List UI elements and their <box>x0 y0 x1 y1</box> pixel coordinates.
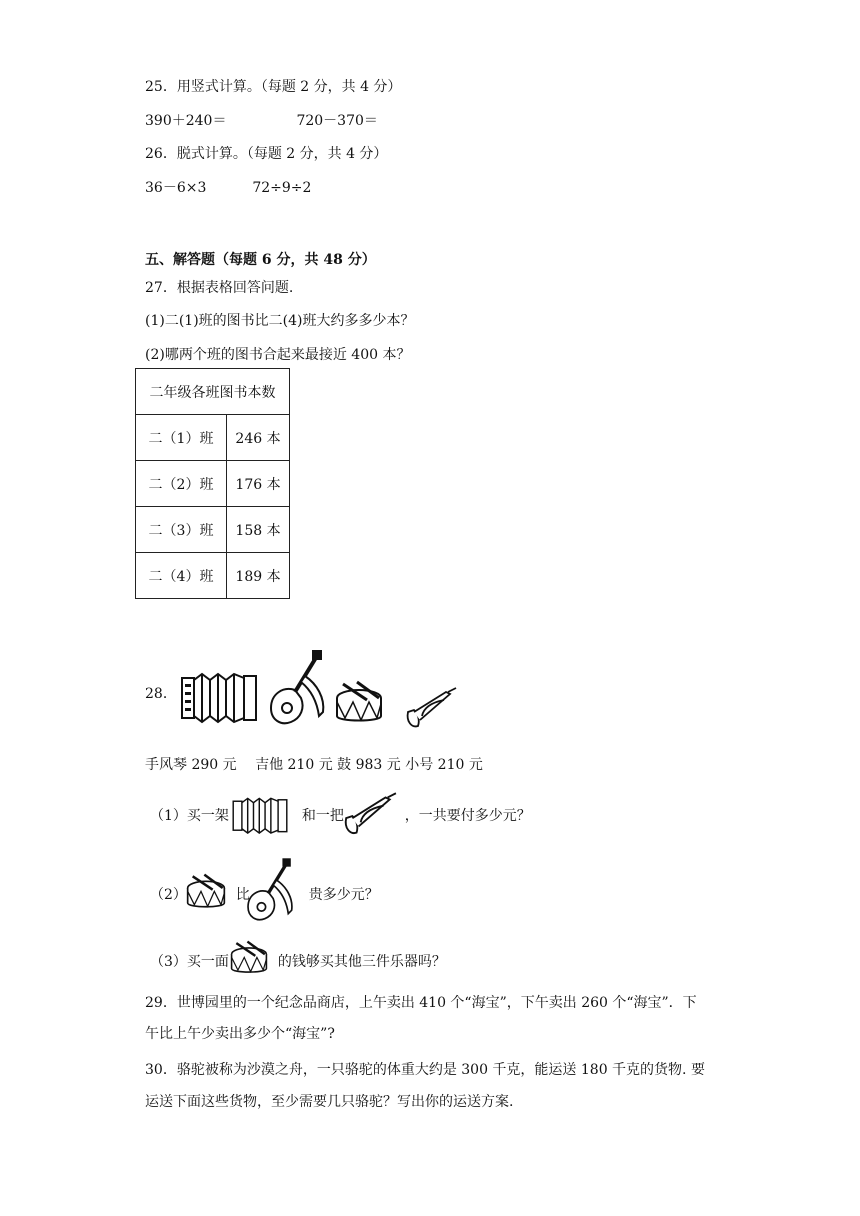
q25-title: 25．用竖式计算。（每题 2 分，共 4 分） <box>145 79 402 95</box>
class-name: 二（1）班 <box>136 415 227 461</box>
books-table <box>135 368 290 599</box>
section-title: 五、解答题（每题 6 分，共 48 分） <box>145 252 376 268</box>
q28-sub1-b: 和一把 <box>301 808 344 824</box>
table-row <box>136 461 290 507</box>
drum-icon <box>228 940 270 978</box>
guitar-icon <box>265 650 327 728</box>
q30-line1: 30．骆驼被称为沙漠之舟，一只骆驼的体重大约是 300 千克，能运送 180 千克的货物. 要 <box>145 1062 705 1078</box>
book-count: 246 本 <box>227 415 290 461</box>
q26-title: 26．脱式计算。（每题 2 分，共 4 分） <box>145 146 388 162</box>
class-name: 二（4）班 <box>136 553 227 599</box>
q28-number: 28． <box>145 686 177 702</box>
q29-line1: 29．世博园里的一个纪念品商店，上午卖出 410 个“海宝”，下午卖出 260 个“海宝”．下 <box>145 995 697 1011</box>
drum-icon <box>333 680 385 728</box>
q28-sub1 <box>150 805 531 825</box>
table-row <box>136 507 290 553</box>
q28-sub3 <box>150 951 446 971</box>
book-count: 158 本 <box>227 507 290 553</box>
table-header-row <box>136 369 290 415</box>
table-row <box>136 553 290 599</box>
book-count: 176 本 <box>227 461 290 507</box>
q28-sub3-a: （3）买一面 <box>150 954 229 970</box>
drum-icon <box>184 873 228 913</box>
q27-title: 27．根据表格回答问题. <box>145 280 294 296</box>
guitar-icon <box>243 858 295 924</box>
table-header: 二年级各班图书本数 <box>136 369 290 415</box>
book-count: 189 本 <box>227 553 290 599</box>
q27-sub1: (1)二(1)班的图书比二(4)班大约多多少本？ <box>145 313 415 329</box>
accordion-icon <box>180 668 258 726</box>
trumpet-icon <box>404 686 458 730</box>
q28-prices: 手风琴 290 元 吉他 210 元 鼓 983 元 小号 210 元 <box>145 757 483 773</box>
q27-sub2: (2)哪两个班的图书合起来最接近 400 本？ <box>145 347 411 363</box>
q28-sub1-c: ，一共要付多少元？ <box>404 808 531 824</box>
q28-sub1-a: （1）买一架 <box>150 808 229 824</box>
accordion-icon <box>228 794 292 836</box>
class-name: 二（2）班 <box>136 461 227 507</box>
q28-sub2-c: 贵多少元？ <box>308 887 379 903</box>
q25-expr2: 720－370＝ <box>296 113 378 129</box>
table-row <box>136 415 290 461</box>
class-name: 二（3）班 <box>136 507 227 553</box>
q26-expressions <box>145 177 311 197</box>
q26-expr2: 72÷9÷2 <box>252 180 312 196</box>
q29-line2: 午比上午少卖出多少个“海宝”? <box>145 1026 335 1042</box>
q25-expr1: 390＋240＝ <box>145 113 227 129</box>
q28-sub2-b: 比 <box>235 887 250 903</box>
q25-expressions <box>145 110 378 130</box>
q28-sub3-b: 的钱够买其他三件乐器吗？ <box>277 954 446 970</box>
trumpet-icon <box>342 790 398 838</box>
q26-expr1: 36－6×3 <box>145 180 207 196</box>
q28-sub2-a: （2） <box>150 887 187 903</box>
q30-line2: 运送下面这些货物，至少需要几只骆驼？写出你的运送方案. <box>145 1094 514 1110</box>
